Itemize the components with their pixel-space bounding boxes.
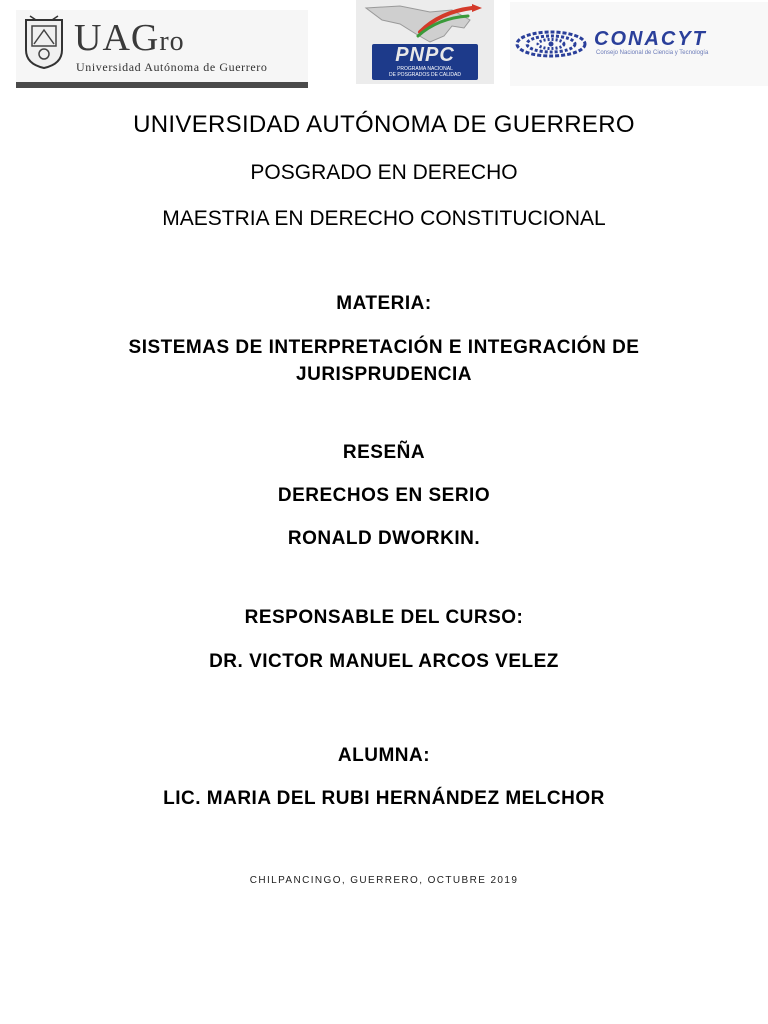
instructor-name: DR. VICTOR MANUEL ARCOS VELEZ [209,651,559,672]
uagro-seal-icon [22,14,66,70]
uagro-underline-bar [16,82,308,88]
university-title: UNIVERSIDAD AUTÓNOMA DE GUERRERO [133,111,635,138]
conacyt-mark-icon [514,28,588,60]
program-title: POSGRADO EN DERECHO [250,161,518,184]
document-type: RESEÑA [342,442,426,463]
uagro-logo [16,10,308,88]
conacyt-subtitle: Consejo Nacional de Ciencia y Tecnología [596,50,709,56]
instructor-label: RESPONSABLE DEL CURSO: [244,607,524,628]
mexico-map-icon [360,2,488,46]
book-title: DERECHOS EN SERIO [277,485,491,506]
pnpc-logo [356,0,494,84]
pnpc-acronym: PNPC [395,44,455,66]
uagro-wordmark: UAGro [74,17,185,59]
student-label: ALUMNA: [337,745,431,766]
pnpc-line1: PROGRAMA NACIONAL [397,66,453,72]
pnpc-line2: DE POSGRADOS DE CALIDAD [389,72,461,78]
pnpc-badge [372,44,478,80]
conacyt-logo [510,2,768,86]
student-name: LIC. MARIA DEL RUBI HERNÁNDEZ MELCHOR [163,788,605,809]
subject-name-line2: JURISPRUDENCIA [296,364,472,385]
subject-label: MATERIA: [336,293,432,314]
book-author: RONALD DWORKIN. [287,528,481,549]
subject-name-line1: SISTEMAS DE INTERPRETACIÓN E INTEGRACIÓN DE [128,337,640,358]
uagro-subtitle: Universidad Autónoma de Guerrero [76,60,268,74]
header-logos [0,0,768,90]
degree-title: MAESTRIA EN DERECHO CONSTITUCIONAL [162,207,606,230]
conacyt-wordmark: CONACYT [594,28,707,50]
place-date: CHILPANCINGO, GUERRERO, OCTUBRE 2019 [249,875,519,886]
